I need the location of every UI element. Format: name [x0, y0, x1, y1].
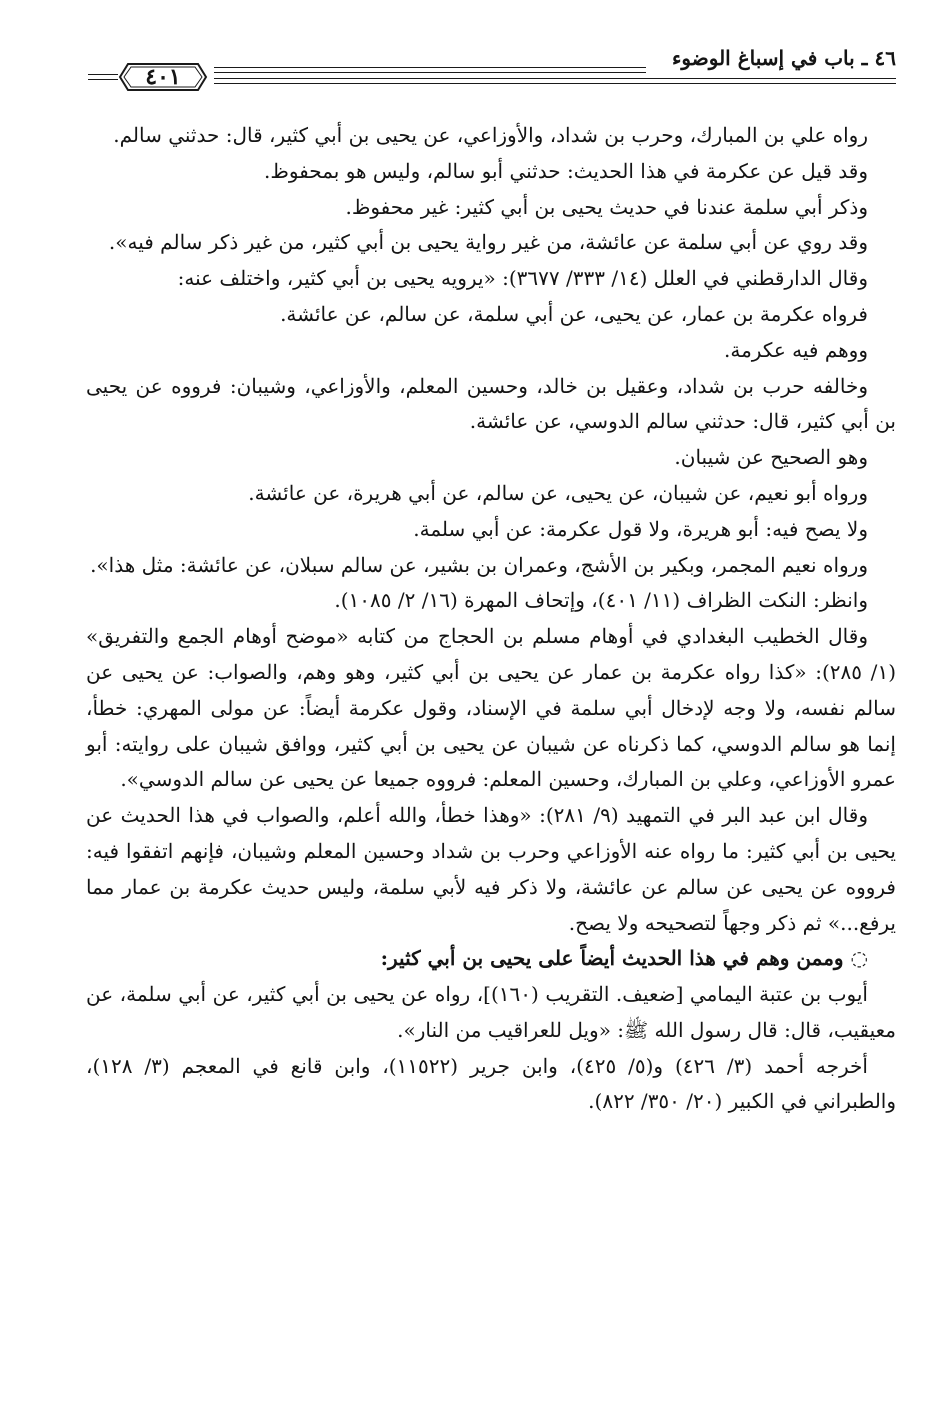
- paragraph: وقال الخطيب البغدادي في أوهام مسلم بن الحجاج من كتابه «موضح أوهام الجمع والتفريق» (١/ ٢٨٥): «كذا رواه عكرمة بن عمار عن يحيى بن أبي كثير، وهو وهم، والصواب: عن يحيى عن سالم نفسه، ولا وجه لإدخال أبي سلمة في الإسناد، وقول عكرمة أيضاً: عن مولى المهري: خطأ، إنما هو سالم الدوسي، كما ذكرناه عن شيبان عن يحيى بن أبي كثير، ووافق شيبان على روايته: أبو عمرو الأوزاعي، وعلي بن المبارك، وحسين المعلم: فرووه جميعا عن يحيى عن سالم الدوسي».: [86, 624, 896, 792]
- paragraph: رواه علي بن المبارك، وحرب بن شداد، والأوزاعي، عن يحيى بن أبي كثير، قال: حدثني سالم.: [113, 123, 868, 147]
- paragraph: وقد قيل عن عكرمة في هذا الحديث: حدثني أبو سالم، وليس هو بمحفوظ.: [264, 158, 868, 183]
- header-rule-top-long: [214, 78, 896, 79]
- page-number-frame: [118, 62, 208, 92]
- paragraph: ورواه أبو نعيم، عن شيبان، عن يحيى، عن سالم، عن أبي هريرة، عن عائشة.: [248, 480, 868, 505]
- paragraph: وقال الدارقطني في العلل (١٤/ ٣٣٣/ ٣٦٧٧): «يرويه يحيى بن أبي كثير، واختلف عنه:: [177, 266, 868, 291]
- paragraph: وقد روي عن أبي سلمة عن عائشة، من غير رواية يحيى بن أبي كثير، من غير ذكر سالم فيه».: [108, 230, 868, 255]
- page-header: [88, 38, 896, 94]
- paragraph: وهو الصحيح عن شيبان.: [674, 445, 868, 470]
- paragraph: وانظر: النكت الظراف (١١/ ٤٠١)، وإتحاف المهرة (١٦/ ٢/ ١٠٨٥).: [334, 588, 868, 613]
- paragraph: وقال ابن عبد البر في التمهيد (٩/ ٢٨١): «وهذا خطأ، والله أعلم، والصواب في هذا الحديث عن يحيى بن أبي كثير: ما رواه عنه الأوزاعي وحرب بن شداد وحسين المعلم وشيبان، فإنهم اتفقوا فيه: فرووه عن يحيى عن سالم عن عائشة، ولا ذكر فيه لأبي سلمة، وليس حديث عكرمة بن عمار مما يرفع...» ثم ذكر وجهاً لتصحيحه ولا يصح.: [86, 803, 896, 935]
- header-rule-bottom-long: [214, 83, 896, 84]
- header-rule-top: [214, 67, 646, 68]
- paragraph: وخالفه حرب بن شداد، وعقيل بن خالد، وحسين المعلم، والأوزاعي، وشيبان: فرووه عن يحيى بن أبي كثير، قال: حدثني سالم الدوسي، عن عائشة.: [86, 373, 896, 434]
- header-rule-bottom: [214, 72, 646, 73]
- page-number: ٤٠١: [145, 64, 181, 90]
- paragraph: وذكر أبي سلمة عندنا في حديث يحيى بن أبي كثير: غير محفوظ.: [345, 194, 868, 219]
- header-rule-left-top: [88, 74, 118, 75]
- section-lead-paragraph: ◌ وممن وهم في هذا الحديث أيضاً على يحيى بن أبي كثير:: [380, 946, 868, 971]
- paragraph: أيوب بن عتبة اليمامي [ضعيف. التقريب (١٦٠)]، رواه عن يحيى بن أبي كثير، عن أبي سلمة، عن معيقيب، قال: قال رسول الله ﷺ: «ويل للعراقيب من النار».: [86, 982, 896, 1042]
- paragraph: ووهم فيه عكرمة.: [723, 337, 868, 362]
- paragraph: ورواه نعيم المجمر، وبكير بن الأشج، وعمران بن بشير، عن سالم سبلان، عن عائشة: مثل هذا».: [90, 552, 868, 577]
- paragraph: ولا يصح فيه: أبو هريرة، ولا قول عكرمة: عن أبي سلمة.: [413, 516, 868, 541]
- running-title: ٤٦ ـ باب في إسباغ الوضوء: [672, 46, 896, 70]
- header-rule-left-bottom: [88, 79, 118, 80]
- paragraph: فرواه عكرمة بن عمار، عن يحيى، عن أبي سلمة، عن سالم، عن عائشة.: [280, 301, 868, 326]
- main-text: [86, 118, 896, 1119]
- paragraph: أخرجه أحمد (٣/ ٤٢٦) و(٥/ ٤٢٥)، وابن جرير (١١٥٢٢)، وابن قانع في المعجم (٣/ ١٢٨)، والطبراني في الكبير (٢٠/ ٣٥٠/ ٨٢٢).: [86, 1053, 896, 1113]
